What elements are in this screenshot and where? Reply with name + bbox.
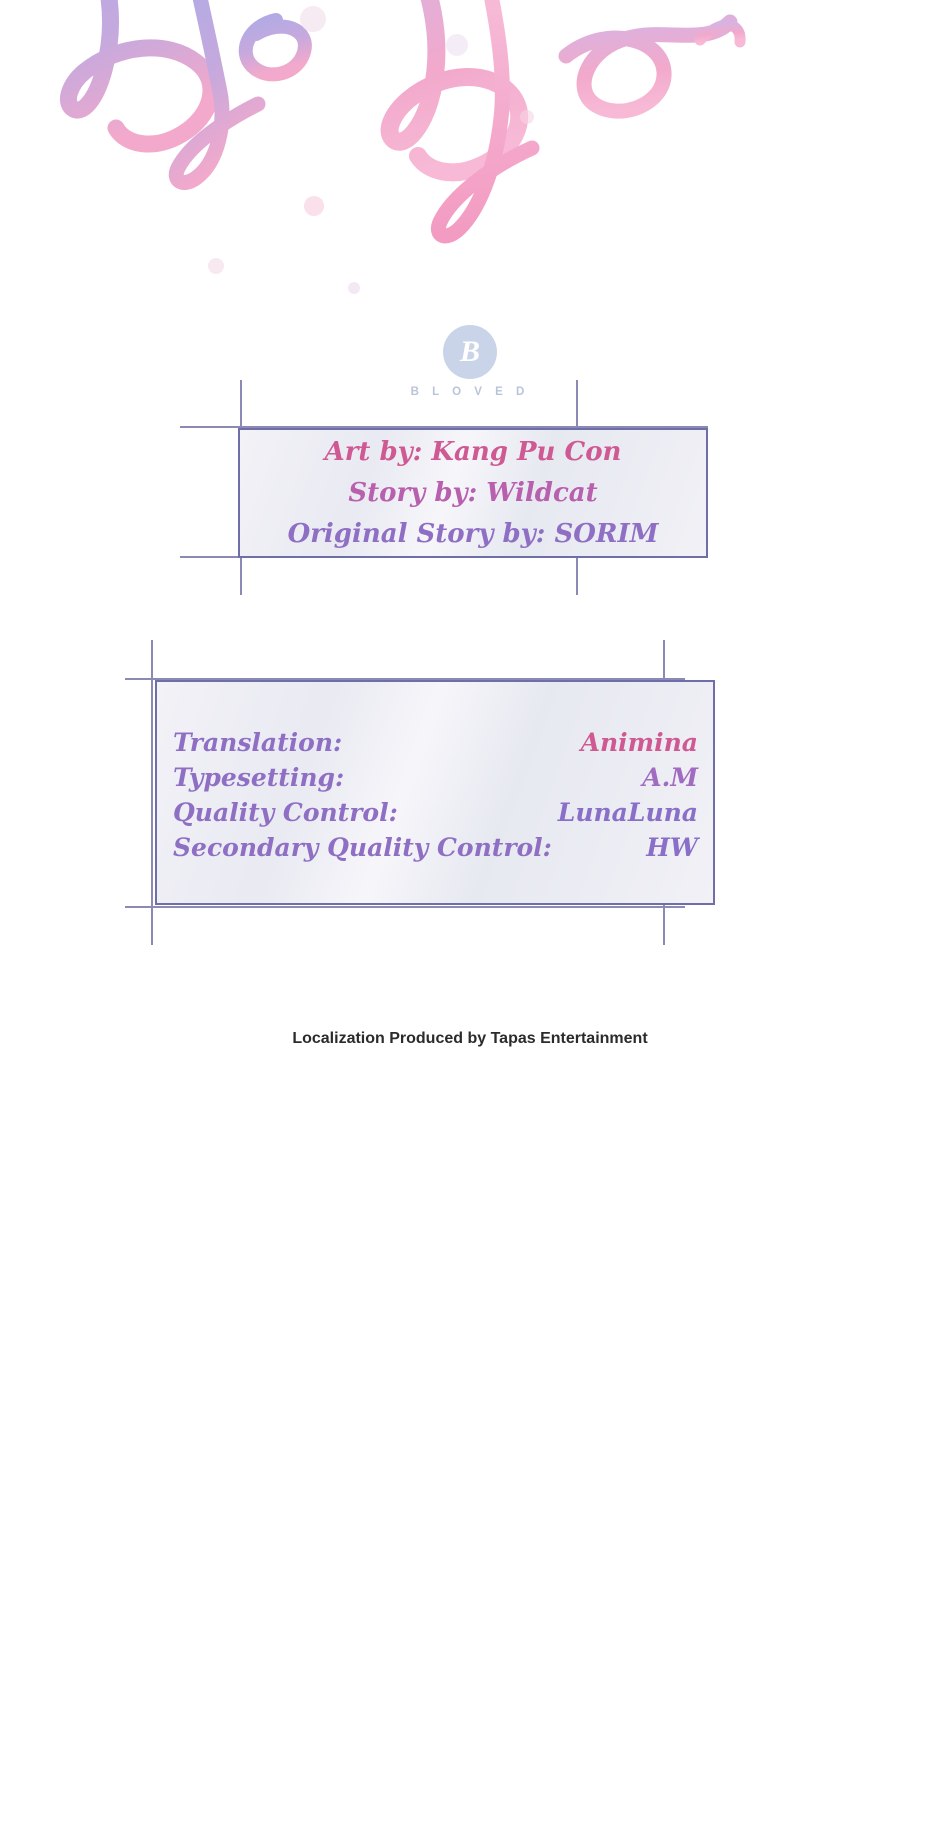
credit-original-story-by: Original Story by: SORIM [287, 519, 659, 549]
logo-letter: B [459, 335, 480, 368]
credits-staff-frame [95, 640, 815, 950]
staff-role: Secondary Quality Control: [173, 832, 552, 862]
credits-art-frame [148, 380, 788, 595]
staff-row [173, 798, 698, 827]
staff-name: Animina [580, 727, 698, 757]
staff-role: Translation: [173, 727, 343, 757]
staff-role: Quality Control: [173, 797, 398, 827]
bloved-logo-icon [443, 325, 497, 379]
staff-name: HW [646, 832, 698, 862]
title-lettering-svg [0, 0, 940, 300]
frame-tick [125, 906, 685, 908]
staff-role: Typesetting: [173, 762, 345, 792]
staff-credit-list [173, 692, 698, 897]
staff-name: A.M [642, 762, 698, 792]
staff-row [173, 763, 698, 792]
credit-story-by: Story by: Wildcat [348, 478, 598, 508]
title-artwork [0, 0, 940, 300]
credit-art-by: Art by: Kang Pu Con [324, 437, 622, 467]
staff-row [173, 833, 698, 862]
staff-row [173, 728, 698, 757]
credits-art-panel [238, 428, 708, 558]
localization-note: Localization Produced by Tapas Entertainment [292, 1030, 648, 1047]
staff-name: LunaLuna [557, 797, 698, 827]
frame-tick [151, 640, 153, 945]
logo-wordmark: B L O V E D [410, 386, 530, 398]
